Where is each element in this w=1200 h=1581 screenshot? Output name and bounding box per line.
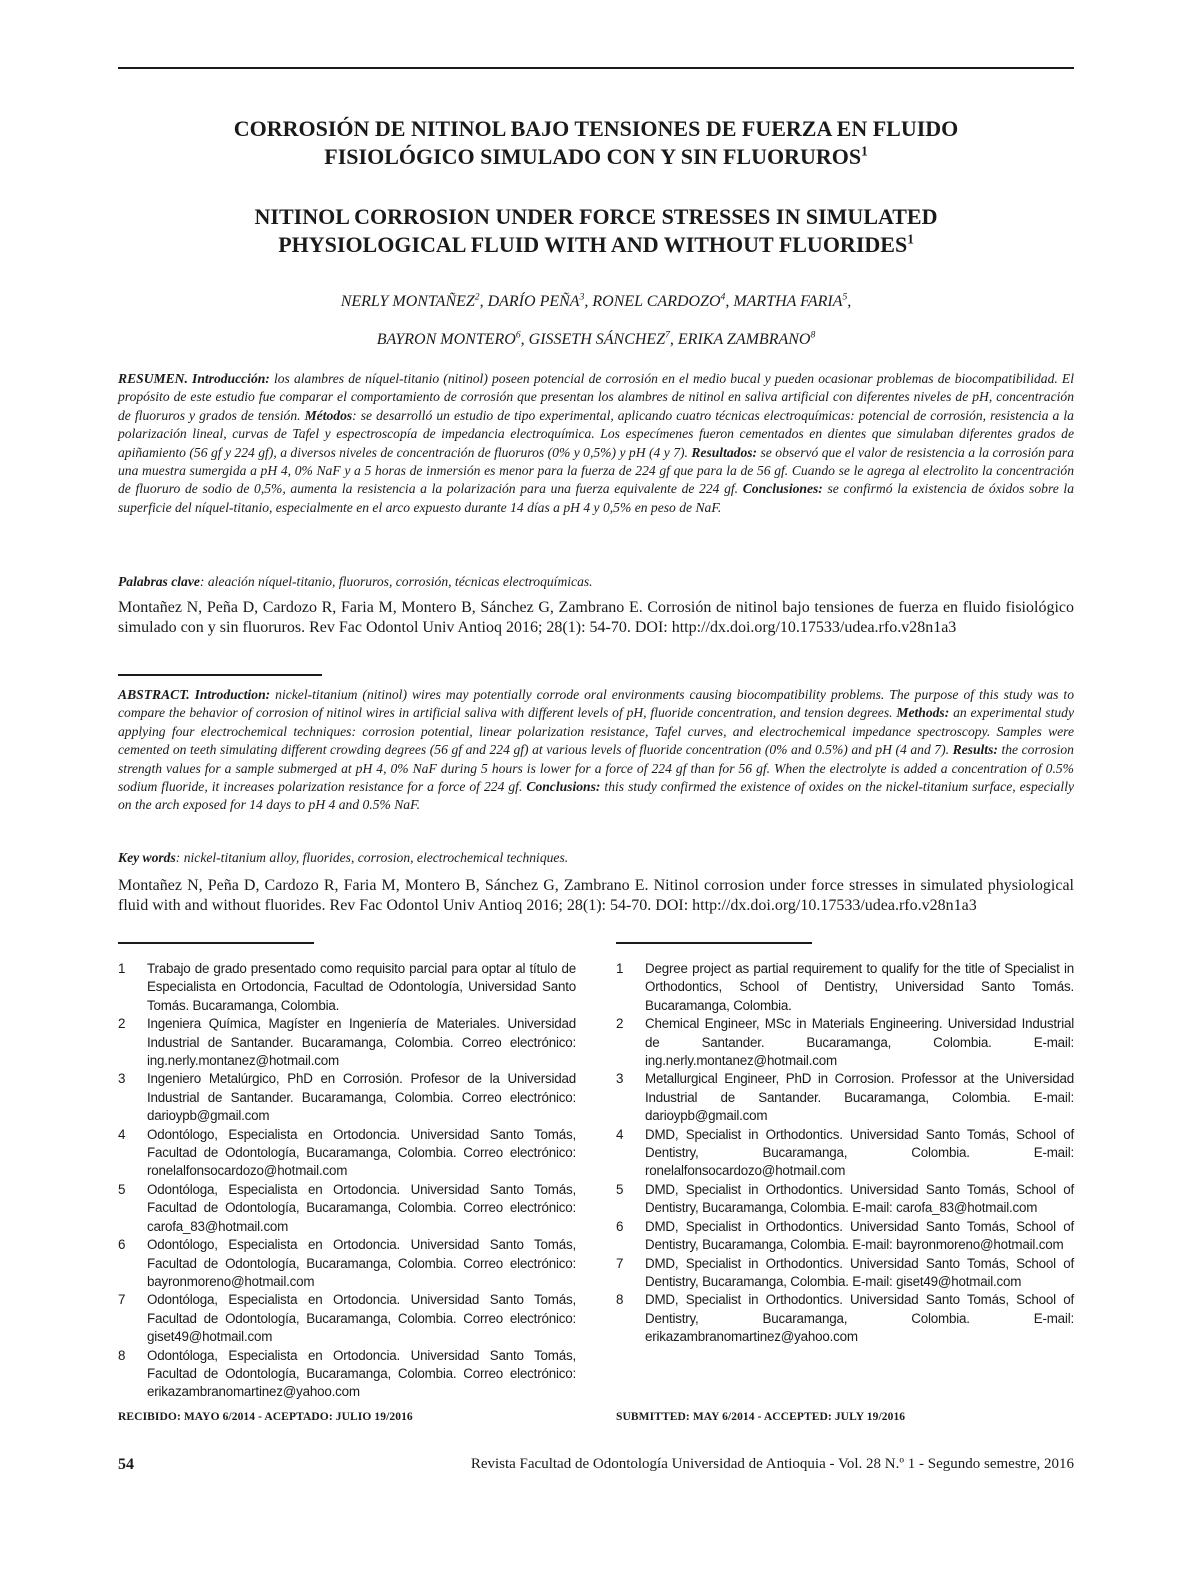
footnote-text: Ingeniero Metalúrgico, PhD en Corrosión. Profesor de la Universidad Industrial de Santander. Bucaramanga, Colombia. Correo electrónico: darioypb@gmail.com [147,1071,576,1124]
footnote-text: DMD, Specialist in Orthodontics. Universidad Santo Tomás, School of Dentistry, Bucaramanga, Colombia. E-mail: erikazambranomartinez@yahoo.com [645,1292,1074,1345]
author-name: RONEL CARDOZO [592,293,721,310]
footnote-item [616,1126,1074,1181]
resumen-methods-label: Métodos [304,407,353,423]
abstract-intro-text: nickel-titanium (nitinol) wires may potentially corrode oral environments causing biocompatibility problems. The purpose of this study was to compare the behavior of corrosion of nitinol wires in artificial saliva with different levels of pH, fluoride concentration, and tension degrees. [118,687,1074,721]
abstract-results-text: the corrosion strength values for a sample submerged at pH 4, 0% NaF during 5 hours is lower for a force of 224 gf than for 56 gf. When the electrolyte is added a concentration of 0.5% sodium fluoride, it increases polarization resistance for a force of 224 gf. [118,742,1074,795]
keywords-english-label: Key words [118,850,176,865]
abstract-methods-text: an experimental study applying four electrochemical techniques: corrosion potential, linear polarization resistance, Tafel curves, and electrochemical impedance spectroscopy. Samples were cemented on teeth simulating different crowding degrees (56 gf and 224 gf) at various levels of fluoride concentration (0% and 0.5%) and pH (4 and 7). [118,705,1075,758]
journal-footer: Revista Facultad de Odontología Universidad de Antioquia - Vol. 28 N.º 1 - Segundo semestre, 2016 [470,1456,1074,1472]
title-english [118,203,1074,259]
footnote-text: Ingeniera Química, Magíster en Ingeniería de Materiales. Universidad Industrial de Santander. Bucaramanga, Colombia. Correo electrónico: ing.nerly.montanez@hotmail.com [147,1016,576,1069]
footnote-item [118,1236,576,1291]
footnote-item [118,1015,576,1070]
author-ref: 8 [810,329,816,341]
footnote-text: Degree project as partial requirement to qualify for the title of Specialist in Orthodontics, School of Dentistry, Universidad Santo Tomás. Bucaramanga, Colombia. [645,961,1074,1013]
footnote-text: Odontólogo, Especialista en Ortodoncia. Universidad Santo Tomás, Facultad de Odontología, Bucaramanga, Colombia. Correo electrónico: bayronmoreno@hotmail.com [147,1237,576,1289]
footnotes-spanish [118,960,576,1402]
top-rule [118,67,1074,69]
page-number: 54 [118,1456,134,1473]
author-ref: 4 [720,291,726,303]
abstract-label: ABSTRACT. [118,687,190,702]
footnote-number: 5 [118,1181,126,1197]
footnote-item [118,1126,576,1181]
footnote-number: 3 [616,1071,624,1087]
author-name: DARÍO PEÑA [487,293,580,310]
author-name: BAYRON MONTERO [376,331,516,348]
footnote-item [616,1015,1074,1070]
footnote-item [118,1347,576,1402]
title-spanish-line-1: CORROSIÓN DE NITINOL BAJO TENSIONES DE FUERZA EN FLUIDO [233,116,959,141]
author-ref: 7 [665,329,670,341]
resumen-conclusions-text: se confirmó la existencia de óxidos sobre la superficie del níquel-titanio, especialmente en el arco expuesto durante 14 días a pH 4 y 0,5% en peso de NaF. [118,481,1074,515]
footnote-number: 4 [616,1126,624,1142]
abstract-conclusions-label: Conclusions: [526,779,601,795]
abstract-intro-label: Introduction: [194,687,271,702]
footnote-number: 2 [616,1016,624,1032]
footnotes-english [616,960,1074,1347]
section-divider [118,674,322,676]
author-name: ERIKA ZAMBRANO [677,331,811,348]
footnote-text: Odontóloga, Especialista en Ortodoncia. Universidad Santo Tomás, Facultad de Odontología, Bucaramanga, Colombia. Correo electrónico: erikazambranomartinez@yahoo.com [147,1347,576,1400]
author-ref: 3 [579,291,585,303]
resumen-intro-label: Introducción: [192,371,270,386]
author-ref: 6 [515,329,521,341]
author-name: NERLY MONTAÑEZ [340,293,475,310]
footnote-item [616,1255,1074,1292]
footnote-text: Odontóloga, Especialista en Ortodoncia. Universidad Santo Tomás, Facultad de Odontología, Bucaramanga, Colombia. Correo electrónico: giset49@hotmail.com [147,1292,576,1345]
abstract-results-label: Results: [952,742,998,758]
footnote-text: DMD, Specialist in Orthodontics. Universidad Santo Tomás, School of Dentistry, Bucaramanga, Colombia. E-mail: carofa_83@hotmail.com [645,1181,1074,1216]
footnote-number: 6 [616,1218,624,1234]
footnote-text: DMD, Specialist in Orthodontics. Universidad Santo Tomás, School of Dentistry, Bucaramanga, Colombia. E-mail: bayronmoreno@hotmail.com [645,1218,1074,1253]
footnote-number: 4 [118,1126,126,1142]
resumen-results-label: Resultados: [691,444,758,460]
footnote-divider-left [118,942,314,944]
author-ref: 5 [842,291,848,303]
resumen-paragraph [118,370,1074,517]
footnote-number: 8 [118,1347,126,1363]
resumen-label: RESUMEN. [118,371,188,386]
footnote-text: Odontóloga, Especialista en Ortodoncia. Universidad Santo Tomás, Facultad de Odontología, Bucaramanga, Colombia. Correo electrónico: carofa_83@hotmail.com [147,1181,576,1234]
keywords-english-text: : nickel-titanium alloy, fluorides, corrosion, electrochemical techniques. [175,850,569,865]
abstract-methods-label: Methods: [896,705,950,721]
keywords-spanish-text: : aleación níquel-titanio, fluoruros, corrosión, técnicas electroquímicas. [199,574,593,589]
footnote-text: DMD, Specialist in Orthodontics. Universidad Santo Tomás, School of Dentistry, Bucaramanga, Colombia. E-mail: ronelalfonsocardozo@hotmail.com [645,1126,1074,1179]
footnote-number: 7 [616,1255,624,1271]
footnote-number: 5 [616,1181,624,1197]
footnote-item [616,1181,1074,1218]
resumen-results-text: se observó que el valor de resistencia a la corrosión para una muestra sumergida a pH 4, 0% NaF y a 5 horas de inmersión es menor para la fuerza de 224 gf que para la de 56 gf. Cuando se le agrega al electrolito la concentración de fluoruro de sodio de 0,5%, aumenta la resistencia a la polarización para una fuerza equivalente de 224 gf. [118,444,1074,497]
resumen-methods-text: : se desarrolló un estudio de tipo experimental, aplicando cuatro técnicas electroquímicas: potencial de corrosión, resistencia a la polarización lineal, curvas de Tafel y espectroscopía de impedancia electroquímica. Los especímenes fueron cementados en dientes que simulaban diferentes grados de apiñamiento (56 gf y 224 gf), a diversos niveles de concentración de fluoruros (0% y 0,5%) y pH (4 y 7). [118,407,1074,460]
author-name: GISSETH SÁNCHEZ [528,331,666,348]
resumen-intro-text: los alambres de níquel-titanio (nitinol) poseen potencial de corrosión en el medio bucal y pueden ocasionar problemas de biocompatibilidad. El propósito de este estudio fue comparar el comportamiento de corrosión que presentan los alambres de nitinol en saliva artificial con diferentes niveles de pH, concentración de fluoruros y grados de tensión. [118,371,1074,423]
footnote-item [118,960,576,1015]
footnote-number: 6 [118,1237,126,1253]
keywords-spanish-label: Palabras clave [118,574,200,589]
footnote-item [616,1070,1074,1125]
received-accepted-dates: RECIBIDO: MAYO 6/2014 - ACEPTADO: JULIO 19/2016 [118,1411,413,1423]
citation-english: Montañez N, Peña D, Cardozo R, Faria M, Montero B, Sánchez G, Zambrano E. Nitinol corrosion under force stresses in simulated physiological fluid with and without fluorides. Rev Fac Odontol Univ Antioq 2016; 28(1): 54-70. DOI: http://dx.doi.org/10.17533/udea.rfo.v28n1a3 [118,877,1074,914]
footnote-text: Metallurgical Engineer, PhD in Corrosion. Professor at the Universidad Industrial de Santander. Bucaramanga, Colombia. E-mail: darioypb@gmail.com [645,1071,1074,1124]
title-spanish-line-2: FISIOLÓGICO SIMULADO CON Y SIN FLUORUROS$^1$ [324,143,868,169]
author-line-1: NERLY MONTAÑEZ$^2$, DARÍO PEÑA$^3$, RONEL CARDOZO$^4$, MARTHA FARIA$^5$, [340,291,852,310]
footnote-number: 8 [616,1292,624,1308]
title-footnote-ref: 1 [907,231,914,247]
footnote-number: 7 [118,1292,126,1308]
abstract-paragraph [118,686,1074,815]
footnote-number: 3 [118,1071,126,1087]
keywords-spanish [118,574,1074,590]
abstract-conclusions-text: this study confirmed the existence of oxides on the nickel-titanium surface, especially on the arch exposed for 14 days to pH 4 and 0.5% NaF. [118,779,1074,813]
footnote-number: 1 [118,961,126,976]
footnote-text: Trabajo de grado presentado como requisito parcial para optar al título de Especialista en Ortodoncia, Facultad de Odontología, Universidad Santo Tomás. Bucaramanga, Colombia. [147,961,576,1013]
footnote-item [616,960,1074,1015]
footnote-number: 2 [118,1016,126,1032]
title-english-line-2: PHYSIOLOGICAL FLUID WITH AND WITHOUT FLUORIDES$^1$ [278,231,914,257]
footnote-number: 1 [616,961,624,976]
author-name: MARTHA FARIA [733,293,843,310]
footnote-divider-right [616,942,812,944]
submitted-accepted-dates: SUBMITTED: MAY 6/2014 - ACCEPTED: JULY 19/2016 [616,1411,906,1423]
footnote-item [118,1291,576,1346]
footnote-item [616,1218,1074,1255]
footnote-text: Odontólogo, Especialista en Ortodoncia. Universidad Santo Tomás, Facultad de Odontología, Bucaramanga, Colombia. Correo electrónico: ronelalfonsocardozo@hotmail.com [147,1126,576,1179]
footnote-item [118,1181,576,1236]
author-line-2: BAYRON MONTERO$^6$, GISSETH SÁNCHEZ$^7$, ERIKA ZAMBRANO$^8$ [376,329,816,348]
footnote-text: Chemical Engineer, MSc in Materials Engineering. Universidad Industrial de Santander. Bucaramanga, Colombia. E-mail: ing.nerly.montanez@hotmail.com [645,1016,1074,1069]
author-ref: 2 [474,291,480,303]
footnote-item [616,1291,1074,1346]
footnote-item [118,1070,576,1125]
resumen-conclusions-label: Conclusiones: [742,481,823,497]
title-spanish [118,115,1074,171]
title-english-line-1: NITINOL CORROSION UNDER FORCE STRESSES IN SIMULATED [254,204,938,229]
citation-spanish: Montañez N, Peña D, Cardozo R, Faria M, Montero B, Sánchez G, Zambrano E. Corrosión de nitinol bajo tensiones de fuerza en fluido fisiológico simulado con y sin fluoruros. Rev Fac Odontol Univ Antioq 2016; 28(1): 54-70. DOI: http://dx.doi.org/10.17533/udea.rfo.v28n1a3 [118,599,1074,636]
footnote-text: DMD, Specialist in Orthodontics. Universidad Santo Tomás, School of Dentistry, Bucaramanga, Colombia. E-mail: giset49@hotmail.com [645,1255,1074,1289]
keywords-english [118,850,1074,866]
title-footnote-ref: 1 [861,143,868,159]
